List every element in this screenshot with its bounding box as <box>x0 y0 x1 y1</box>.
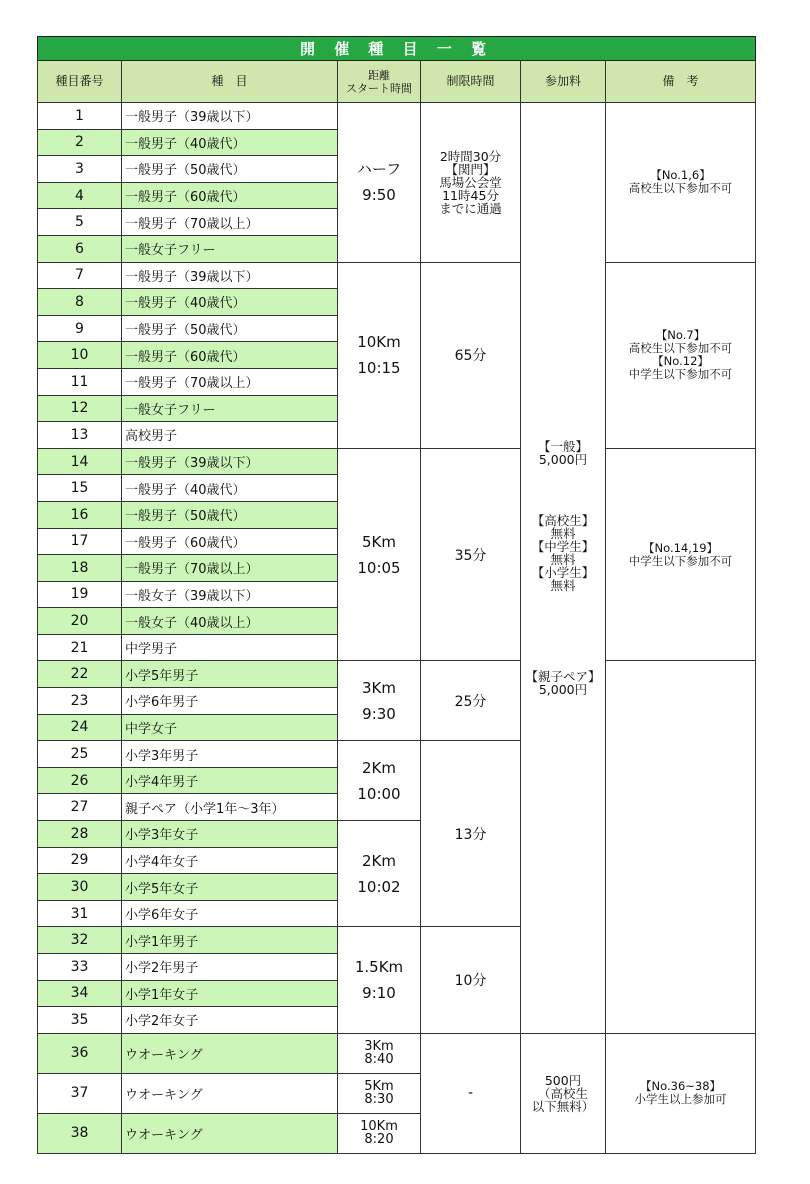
header-start-time: スタート時間 <box>346 81 412 95</box>
limit-line: までに通過 <box>439 200 502 216</box>
table-title: 開 催 種 目 一 覧 <box>38 37 756 61</box>
event-number: 36 <box>38 1033 122 1073</box>
event-number: 26 <box>38 767 122 794</box>
event-name: 一般男子（50歳代） <box>122 156 338 183</box>
event-name: 一般男子（40歳代） <box>122 289 338 316</box>
event-name: 一般女子フリー <box>122 395 338 422</box>
header-distance-start <box>338 61 421 103</box>
fee-line: 【高校生】 <box>531 512 595 528</box>
limit-line: 【関門】 <box>445 161 496 177</box>
header-fee: 参加料 <box>521 61 606 103</box>
header-remarks: 備 考 <box>606 61 756 103</box>
event-number: 5 <box>38 209 122 236</box>
event-name: 小学2年男子 <box>122 954 338 981</box>
header-distance: 距離 <box>368 68 390 82</box>
group-start: 10:02 <box>357 877 401 896</box>
table-row <box>38 262 756 289</box>
event-number: 6 <box>38 235 122 262</box>
event-number: 16 <box>38 501 122 528</box>
event-name: 中学男子 <box>122 634 338 661</box>
remark-line: 小学生以上参加可 <box>634 1092 727 1107</box>
event-number: 22 <box>38 661 122 688</box>
distance-start-cell <box>338 262 421 448</box>
fee-line: 【親子ペア】 <box>525 668 601 684</box>
fee-line: 無料 <box>550 551 576 567</box>
event-number: 23 <box>38 688 122 715</box>
distance-start-cell <box>338 448 421 661</box>
remarks-cell <box>606 448 756 661</box>
group-start: 10:15 <box>357 359 401 378</box>
walk-start: 8:20 <box>364 1132 394 1148</box>
event-name: 一般男子（40歳代） <box>122 475 338 502</box>
event-name: 小学5年女子 <box>122 874 338 901</box>
group-start: 9:10 <box>362 984 396 1003</box>
fee-line: 【小学生】 <box>531 564 595 580</box>
event-name: 小学3年女子 <box>122 821 338 848</box>
walk-start: 8:40 <box>364 1052 394 1068</box>
event-number: 19 <box>38 581 122 608</box>
event-name: 一般男子（70歳以上） <box>122 209 338 236</box>
distance-start-cell <box>338 741 421 821</box>
fee-cell <box>521 1033 606 1153</box>
time-limit-cell: - <box>421 1033 521 1153</box>
event-name: 一般男子（60歳代） <box>122 182 338 209</box>
walk-start: 8:30 <box>364 1092 394 1108</box>
time-limit-cell: 25分 <box>421 661 521 741</box>
event-name: 一般男子（39歳以下） <box>122 262 338 289</box>
event-number: 33 <box>38 954 122 981</box>
event-name: 一般男子（39歳以下） <box>122 103 338 130</box>
event-name: 一般男子（39歳以下） <box>122 448 338 475</box>
time-limit-cell: 10分 <box>421 927 521 1033</box>
fee-line: 500円 <box>544 1072 582 1088</box>
event-name: 小学4年女子 <box>122 847 338 874</box>
group-distance: 2Km <box>362 851 396 870</box>
fee-line: 以下無料） <box>531 1098 595 1114</box>
limit-line: 11時45分 <box>442 187 499 203</box>
walk-distance: 10Km <box>360 1119 398 1135</box>
group-distance: 5Km <box>362 532 396 551</box>
table-row <box>38 1033 756 1073</box>
event-name: 一般男子（70歳以上） <box>122 555 338 582</box>
event-name: ウオーキング <box>122 1073 338 1113</box>
event-name: 一般女子（40歳以上） <box>122 608 338 635</box>
fee-line: 5,000円 <box>538 681 588 697</box>
event-number: 4 <box>38 182 122 209</box>
remark-line: 【No.12】 <box>652 354 709 369</box>
event-name: 一般男子（50歳代） <box>122 501 338 528</box>
time-limit-cell: 65分 <box>421 262 521 448</box>
fee-line: （高校生 <box>537 1085 588 1101</box>
header-event: 種 目 <box>122 61 338 103</box>
time-limit-cell: 35分 <box>421 448 521 661</box>
event-number: 17 <box>38 528 122 555</box>
event-number: 35 <box>38 1007 122 1034</box>
event-name: 小学1年男子 <box>122 927 338 954</box>
remark-line: 高校生以下参加不可 <box>628 181 733 196</box>
fee-line: 【一般】 <box>537 438 588 454</box>
table-row <box>38 448 756 475</box>
event-name: 小学1年女子 <box>122 980 338 1007</box>
event-number: 13 <box>38 422 122 449</box>
header-time-limit: 制限時間 <box>421 61 521 103</box>
event-name: 親子ペア（小学1年～3年） <box>122 794 338 821</box>
event-number: 10 <box>38 342 122 369</box>
time-limit-cell: 13分 <box>421 741 521 927</box>
event-number: 34 <box>38 980 122 1007</box>
event-number: 29 <box>38 847 122 874</box>
group-distance: 2Km <box>362 758 396 777</box>
table-row <box>38 103 756 130</box>
event-number: 18 <box>38 555 122 582</box>
distance-start-cell <box>338 661 421 741</box>
event-number: 15 <box>38 475 122 502</box>
distance-start-cell <box>338 103 421 263</box>
event-name: 一般男子（50歳代） <box>122 315 338 342</box>
fee-cell <box>521 103 606 1034</box>
remark-line: 【No.1,6】 <box>650 168 711 183</box>
fee-line: 5,000円 <box>538 451 588 467</box>
header-number: 種目番号 <box>38 61 122 103</box>
event-name: 一般男子（60歳代） <box>122 342 338 369</box>
group-distance: 1.5Km <box>354 958 404 977</box>
event-number: 31 <box>38 900 122 927</box>
event-number: 3 <box>38 156 122 183</box>
event-number: 27 <box>38 794 122 821</box>
event-name: 一般女子フリー <box>122 235 338 262</box>
time-limit-cell <box>421 103 521 263</box>
event-number: 30 <box>38 874 122 901</box>
remark-line: 中学生以下参加不可 <box>628 553 733 568</box>
event-number: 1 <box>38 103 122 130</box>
event-number: 28 <box>38 821 122 848</box>
group-start: 9:30 <box>362 704 396 723</box>
group-start: 9:50 <box>362 186 396 205</box>
distance-start-cell <box>338 1033 421 1073</box>
event-number: 24 <box>38 714 122 741</box>
remark-line: 【No.14,19】 <box>643 540 719 555</box>
event-name: 小学6年女子 <box>122 900 338 927</box>
distance-start-cell <box>338 1073 421 1113</box>
event-number: 25 <box>38 741 122 768</box>
remarks-cell <box>606 103 756 263</box>
group-start: 10:05 <box>357 558 401 577</box>
event-number: 11 <box>38 368 122 395</box>
remarks-cell <box>606 1033 756 1153</box>
event-number: 8 <box>38 289 122 316</box>
event-name: 一般女子（39歳以下） <box>122 581 338 608</box>
remark-line: 高校生以下参加不可 <box>628 341 733 356</box>
event-number: 38 <box>38 1113 122 1153</box>
event-name: 小学3年男子 <box>122 741 338 768</box>
group-start: 10:00 <box>357 784 401 803</box>
event-name: 小学2年女子 <box>122 1007 338 1034</box>
event-number: 20 <box>38 608 122 635</box>
event-name: ウオーキング <box>122 1033 338 1073</box>
event-number: 32 <box>38 927 122 954</box>
event-name: 小学4年男子 <box>122 767 338 794</box>
walk-distance: 3Km <box>364 1039 394 1055</box>
remarks-cell <box>606 262 756 448</box>
limit-line: 2時間30分 <box>439 148 502 164</box>
distance-start-cell <box>338 821 421 927</box>
remark-line: 【No.7】 <box>655 328 706 343</box>
distance-start-cell <box>338 927 421 1033</box>
event-name: 小学5年男子 <box>122 661 338 688</box>
event-name: ウオーキング <box>122 1113 338 1153</box>
event-number: 12 <box>38 395 122 422</box>
remarks-cell-empty <box>606 661 756 1033</box>
events-table <box>37 36 756 1154</box>
event-number: 9 <box>38 315 122 342</box>
event-number: 14 <box>38 448 122 475</box>
event-number: 2 <box>38 129 122 156</box>
event-number: 21 <box>38 634 122 661</box>
walk-distance: 5Km <box>364 1079 394 1095</box>
event-name: 小学6年男子 <box>122 688 338 715</box>
remark-line: 【No.36~38】 <box>640 1079 722 1094</box>
event-number: 7 <box>38 262 122 289</box>
event-name: 一般男子（60歳代） <box>122 528 338 555</box>
limit-line: 馬場公会堂 <box>439 174 502 190</box>
group-distance: 3Km <box>362 678 396 697</box>
remark-line: 中学生以下参加不可 <box>628 367 733 382</box>
table-row <box>38 661 756 688</box>
group-distance: ハーフ <box>356 160 402 179</box>
distance-start-cell <box>338 1113 421 1153</box>
group-distance: 10Km <box>357 333 401 352</box>
event-name: 一般男子（40歳代） <box>122 129 338 156</box>
fee-line: 【中学生】 <box>531 538 595 554</box>
fee-line: 無料 <box>550 577 576 593</box>
event-number: 37 <box>38 1073 122 1113</box>
fee-line: 無料 <box>550 525 576 541</box>
event-name: 一般男子（70歳以上） <box>122 368 338 395</box>
event-name: 中学女子 <box>122 714 338 741</box>
event-name: 高校男子 <box>122 422 338 449</box>
